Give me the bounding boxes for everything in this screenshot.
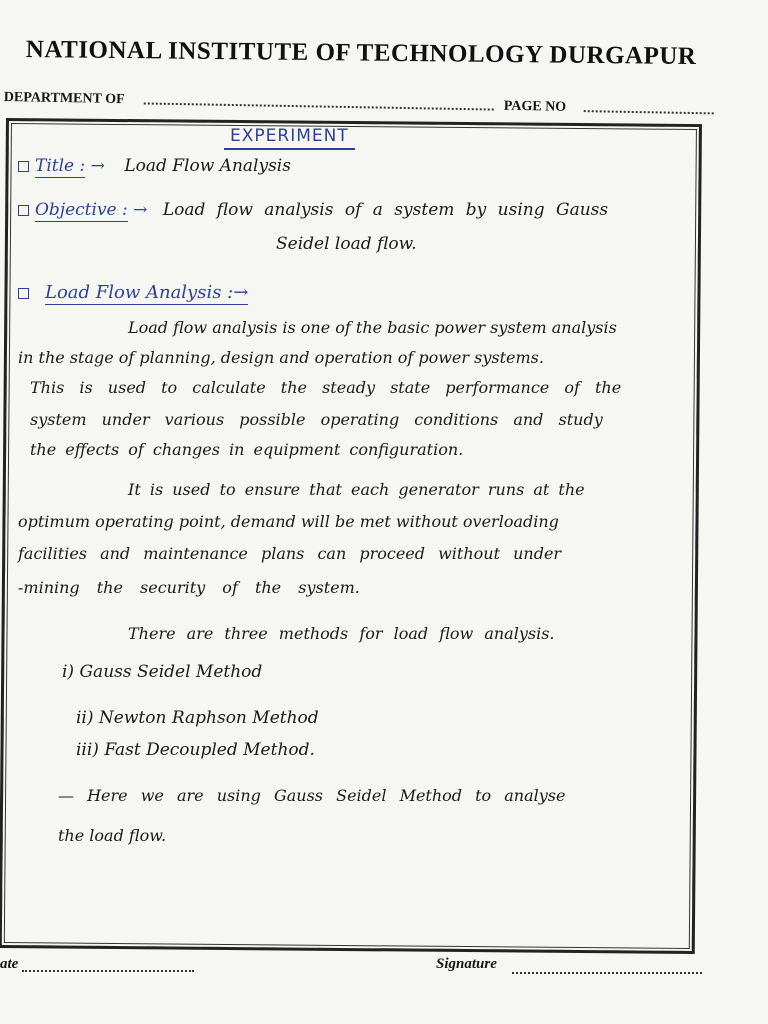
paragraph2-line-2: optimum operating point, demand will be met without overloading — [18, 512, 559, 531]
experiment-heading: EXPERIMENT — [224, 126, 355, 150]
institute-title: NATIONAL INSTITUTE OF TECHNOLOGY DURGAPUR — [25, 36, 697, 71]
date-dotted-line — [22, 970, 194, 972]
paragraph1-line-5: the effects of changes in equipment configuration. — [30, 440, 464, 459]
page-no-dotted-line — [584, 110, 714, 114]
signature-dotted-line — [512, 972, 702, 974]
section-heading: Load Flow Analysis :→ — [45, 282, 249, 303]
date-label: ate — [0, 956, 19, 972]
title-label: Title : — [35, 156, 86, 176]
objective-line-1: Load flow analysis of a system by using Gauss — [162, 200, 609, 220]
arrow-icon: → — [90, 156, 105, 176]
paragraph2-line-4: -mining the security of the system. — [18, 578, 360, 597]
checkbox-bullet-icon — [18, 288, 29, 299]
checkbox-bullet-icon — [18, 161, 29, 172]
title-row — [18, 156, 291, 176]
paragraph1-line-3: This is used to calculate the steady state performance of the — [30, 378, 622, 397]
objective-label: Objective : — [35, 200, 128, 220]
method-item: iii) Fast Decoupled Method. — [76, 740, 315, 760]
paragraph2-line-1: It is used to ensure that each generator runs at the — [128, 480, 585, 499]
paragraph1-line-4: system under various possible operating conditions and study — [30, 410, 603, 429]
arrow-icon: → — [133, 200, 148, 220]
objective-line-2: Seidel load flow. — [276, 234, 417, 254]
objective-row — [18, 200, 608, 220]
conclusion-line-1: — Here we are using Gauss Seidel Method to analyse — [58, 786, 566, 805]
page-no-label: PAGE NO — [503, 98, 567, 115]
signature-label: Signature — [436, 956, 497, 972]
title-value: Load Flow Analysis — [124, 156, 291, 176]
method-item: i) Gauss Seidel Method — [62, 662, 263, 682]
section-heading-row — [18, 282, 248, 303]
paragraph1-line-1: Load flow analysis is one of the basic power system analysis — [128, 318, 617, 337]
paragraph1-line-2: in the stage of planning, design and operation of power systems. — [18, 348, 544, 367]
department-dotted-line — [144, 102, 494, 110]
method-item: ii) Newton Raphson Method — [76, 708, 319, 728]
checkbox-bullet-icon — [18, 205, 29, 216]
paragraph2-line-3: facilities and maintenance plans can proceed without under — [18, 544, 562, 563]
department-label: DEPARTMENT OF — [3, 90, 125, 108]
conclusion-line-2: the load flow. — [58, 826, 167, 845]
methods-intro: There are three methods for load flow analysis. — [128, 624, 555, 643]
